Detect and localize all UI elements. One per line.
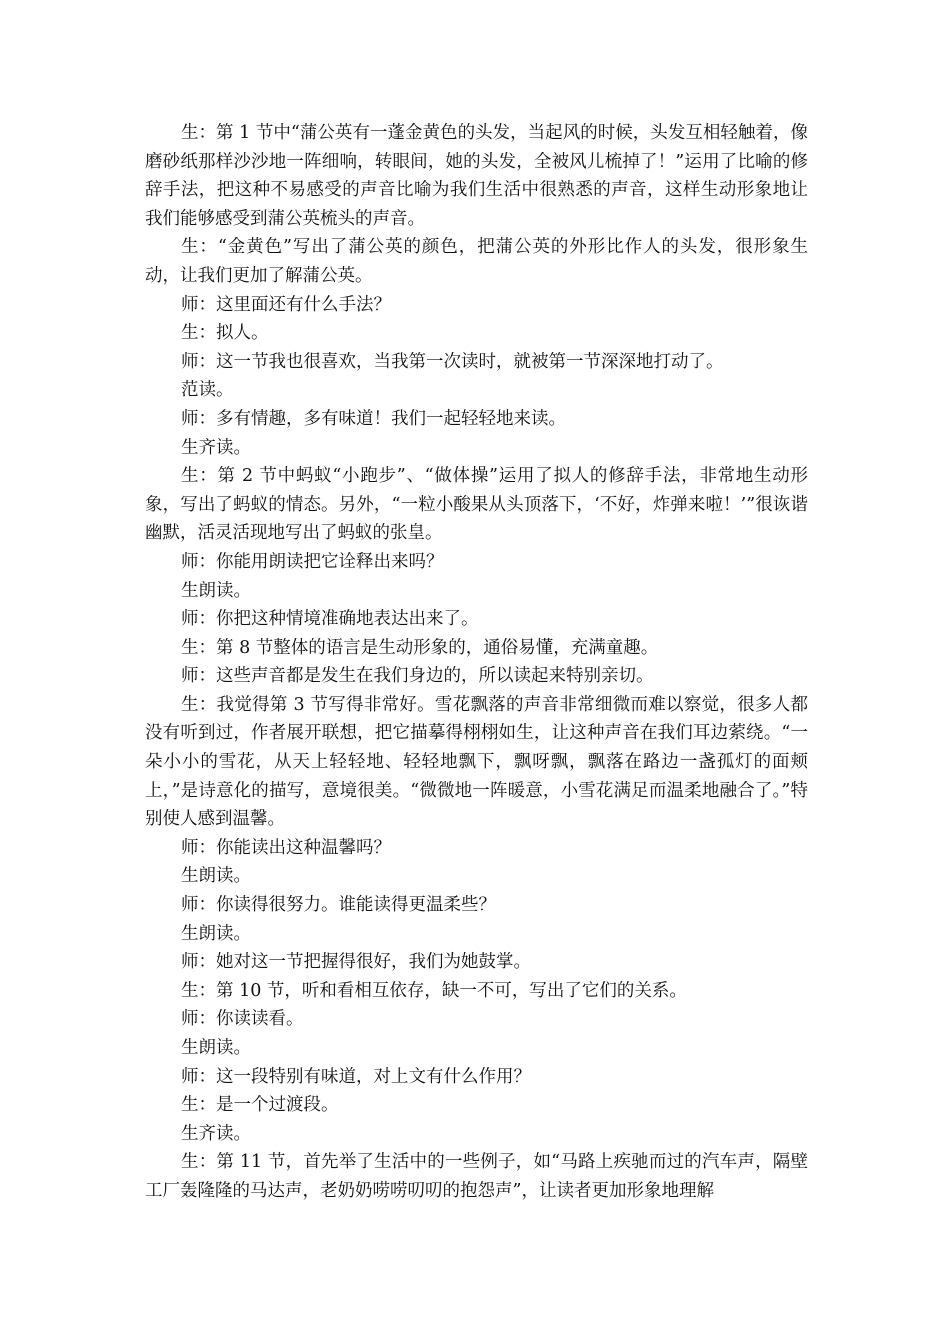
paragraph-6: 范读。: [181, 380, 234, 401]
paragraph-12: 师：你把这种情境准确地表达出来了。: [181, 609, 479, 630]
paragraph-11: 生朗读。: [181, 580, 251, 601]
paragraph-5: 师：这一节我也很喜欢，当我第一次读时，就被第一节深深地打动了。: [181, 351, 724, 372]
paragraph-1: 生：第 1 节中“蒲公英有一蓬金黄色的头发，当起风的时候，头发互相轻触着，像磨砂纸那样沙沙地一阵细响，转眼间，她的头发，全被风儿梳掉了！”运用了比喻的修辞手法，把这种不易感受的声音比喻为我们生活中很熟悉的声音，这样生动形象地让我们能够感受到蒲公英梳头的声音。: [145, 123, 808, 229]
paragraph-19: 生朗读。: [181, 923, 251, 944]
paragraph-22: 师：你读读看。: [181, 1009, 304, 1030]
paragraph-20: 师：她对这一节把握得很好，我们为她鼓掌。: [181, 952, 531, 973]
paragraph-27: 生：第 11 节，首先举了生活中的一些例子，如“马路上疾驰而过的汽车声，隔壁工厂轰隆隆的马达声，老奶奶唠唠叨叨的抱怨声”，让读者更加形象地理解: [145, 1152, 808, 1201]
paragraph-10: 师：你能用朗读把它诠释出来吗？: [181, 551, 444, 572]
paragraph-23: 生朗读。: [181, 1038, 251, 1058]
paragraph-2: 生：“金黄色”写出了蒲公英的颜色，把蒲公英的外形比作人的头发，很形象生动，让我们更加了解蒲公英。: [145, 237, 808, 286]
document-page: [145, 119, 808, 1206]
paragraph-21: 生：第 10 节，听和看相互依存，缺一不可，写出了它们的关系。: [181, 980, 687, 1001]
paragraph-15: 生：我觉得第 3 节写得非常好。雪花飘落的声音非常细微而难以察觉，很多人都没有听到过，作者展开联想，把它描摹得栩栩如生，让这种声音在我们耳边萦绕。“一朵小小的雪花，从天上轻轻地、轻轻地飘下，飘呀飘，飘落在路边一盏孤灯的面颊上，”是诗意化的描写，意境很美。“微微地一阵暖意，小雪花满足而温柔地融合了。”特别使人感到温馨。: [145, 694, 808, 830]
paragraph-17: 生朗读。: [181, 866, 251, 887]
paragraph-24: 师：这一段特别有味道，对上文有什么作用？: [181, 1066, 531, 1087]
paragraph-18: 师：你读得很努力。谁能读得更温柔些？: [181, 895, 496, 916]
paragraph-26: 生齐读。: [181, 1123, 251, 1144]
paragraph-4: 生：拟人。: [181, 323, 269, 344]
paragraph-8: 生齐读。: [181, 437, 251, 458]
paragraph-3: 师：这里面还有什么手法？: [181, 294, 391, 315]
paragraph-25: 生：是一个过渡段。: [181, 1095, 339, 1116]
paragraph-14: 师：这些声音都是发生在我们身边的，所以读起来特别亲切。: [181, 666, 654, 687]
paragraph-9: 生：第 2 节中蚂蚁“小跑步”、“做体操”运用了拟人的修辞手法，非常地生动形象，写出了蚂蚁的情态。另外，“一粒小酸果从头顶落下，‘不好，炸弹来啦！’”很诙谐幽默，活灵活现地写出了蚂蚁的张皇。: [145, 466, 808, 544]
paragraph-16: 师：你能读出这种温馨吗？: [181, 837, 391, 858]
paragraph-13: 生：第 8 节整体的语言是生动形象的，通俗易懂，充满童趣。: [181, 637, 659, 658]
paragraph-7: 师：多有情趣，多有味道！我们一起轻轻地来读。: [181, 408, 566, 429]
